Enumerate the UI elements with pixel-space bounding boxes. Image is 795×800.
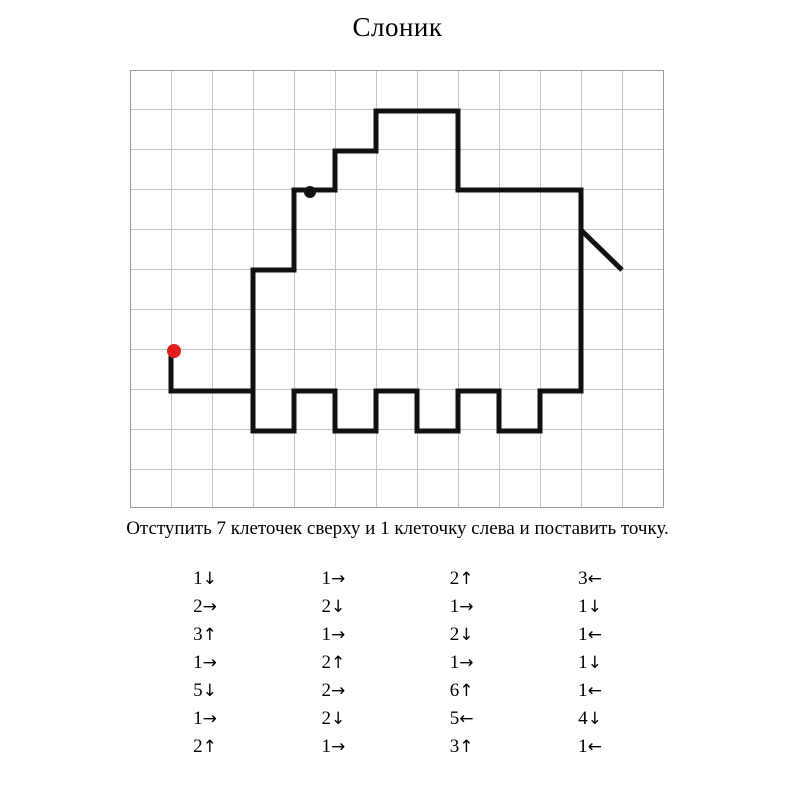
steps-columns (160, 565, 635, 761)
step-count: 1 (193, 568, 203, 589)
step-item (160, 649, 250, 677)
arrow-right-icon: → (330, 681, 346, 701)
arrow-right-icon: → (459, 653, 474, 673)
instruction-text: Отступить 7 клеточек сверху и 1 клеточку слева и поставить точку. (126, 518, 669, 539)
step-count: 1 (193, 708, 203, 729)
arrow-right-icon: → (202, 653, 217, 673)
step-count: 2 (321, 708, 331, 729)
arrow-up-icon: ↑ (330, 653, 346, 673)
arrow-down-icon: ↓ (587, 653, 602, 673)
step-item (288, 733, 378, 761)
arrow-up-icon: ↑ (202, 737, 217, 757)
step-item (160, 733, 250, 761)
step-count: 1 (578, 624, 588, 645)
step-item (417, 677, 507, 705)
step-count: 3 (578, 568, 588, 589)
arrow-down-icon: ↓ (330, 709, 346, 729)
step-count: 1 (321, 624, 331, 645)
steps-column-1 (160, 565, 250, 761)
steps-column-2 (288, 565, 378, 761)
step-count: 2 (321, 652, 331, 673)
arrow-right-icon: → (202, 597, 217, 617)
step-count: 2 (321, 596, 331, 617)
step-item (545, 621, 635, 649)
step-count: 1 (578, 736, 588, 757)
step-item (545, 593, 635, 621)
start-dot (167, 344, 181, 358)
arrow-down-icon: ↓ (330, 597, 346, 617)
step-item (417, 593, 507, 621)
arrow-left-icon: ← (587, 569, 602, 589)
steps-column-3 (417, 565, 507, 761)
arrow-down-icon: ↓ (587, 597, 602, 617)
arrow-left-icon: ← (587, 737, 602, 757)
step-item (160, 677, 250, 705)
step-count: 5 (193, 680, 203, 701)
step-item (545, 705, 635, 733)
step-count: 2 (321, 680, 331, 701)
eye-dot (304, 186, 316, 198)
step-item (160, 565, 250, 593)
arrow-right-icon: → (330, 737, 346, 757)
step-item (417, 649, 507, 677)
step-item (545, 649, 635, 677)
step-item (417, 621, 507, 649)
step-count: 1 (578, 652, 588, 673)
step-count: 4 (578, 708, 588, 729)
arrow-left-icon: ← (587, 625, 602, 645)
step-count: 1 (321, 736, 331, 757)
step-item (545, 565, 635, 593)
step-count: 3 (449, 736, 460, 757)
step-item (417, 705, 507, 733)
step-count: 2 (449, 568, 460, 589)
step-item (288, 677, 378, 705)
step-item (417, 565, 507, 593)
step-item (288, 649, 378, 677)
arrow-down-icon: ↓ (587, 709, 602, 729)
steps-column-4 (545, 565, 635, 761)
step-item (288, 593, 378, 621)
arrow-down-icon: ↓ (459, 625, 474, 645)
arrow-up-icon: ↑ (459, 681, 474, 701)
arrow-down-icon: ↓ (202, 681, 217, 701)
arrow-up-icon: ↑ (202, 625, 217, 645)
step-count: 3 (193, 624, 203, 645)
arrow-left-icon: ← (459, 709, 474, 729)
elephant-clean-layer (130, 70, 664, 508)
step-item (288, 621, 378, 649)
step-item (288, 565, 378, 593)
step-item (288, 705, 378, 733)
step-count: 6 (449, 680, 460, 701)
graphic-dictation-grid (130, 70, 664, 508)
arrow-right-icon: → (330, 569, 346, 589)
step-count: 2 (193, 736, 203, 757)
step-count: 1 (193, 652, 203, 673)
arrow-right-icon: → (459, 597, 474, 617)
step-item (545, 677, 635, 705)
step-count: 1 (578, 596, 588, 617)
step-count: 1 (578, 680, 588, 701)
step-count: 1 (449, 596, 460, 617)
step-item (160, 705, 250, 733)
step-count: 1 (321, 568, 331, 589)
step-count: 2 (449, 624, 460, 645)
step-item (417, 733, 507, 761)
page-title: Слоник (352, 12, 443, 42)
arrow-left-icon: ← (587, 681, 602, 701)
step-count: 5 (449, 708, 460, 729)
step-item (160, 593, 250, 621)
step-count: 1 (449, 652, 460, 673)
step-count: 2 (193, 596, 203, 617)
step-item (160, 621, 250, 649)
arrow-up-icon: ↑ (459, 569, 474, 589)
arrow-right-icon: → (202, 709, 217, 729)
arrow-down-icon: ↓ (202, 569, 217, 589)
arrow-up-icon: ↑ (459, 737, 474, 757)
clean-bg (130, 70, 664, 508)
step-item (545, 733, 635, 761)
arrow-right-icon: → (330, 625, 346, 645)
